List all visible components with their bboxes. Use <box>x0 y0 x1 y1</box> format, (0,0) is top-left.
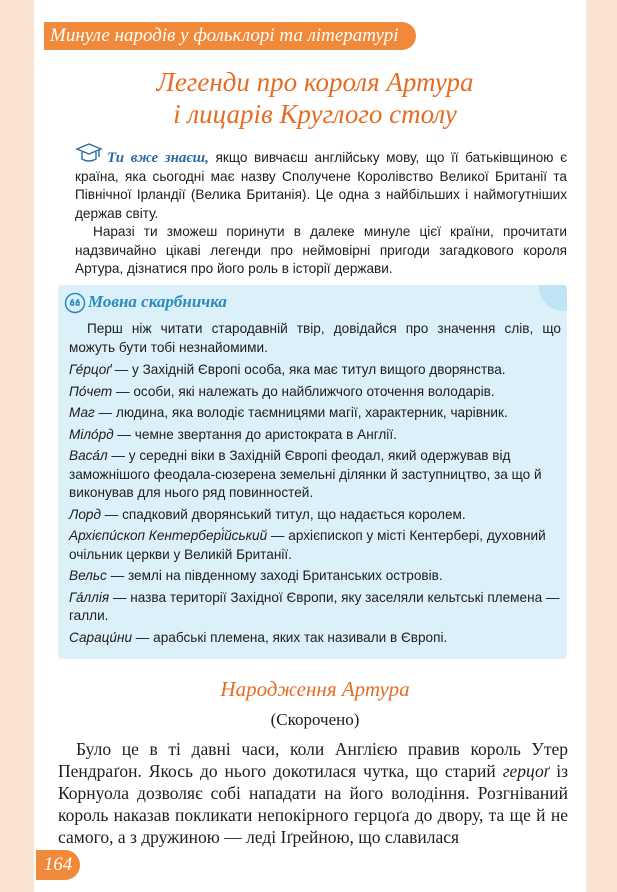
vocabulary-term: Васа́л <box>69 448 108 463</box>
intro-text <box>75 149 567 279</box>
story-paragraph <box>58 738 568 848</box>
vocabulary-term: Вельс <box>69 568 107 583</box>
vocabulary-definition: — у середні віки в Західній Європі феодал, який одержував від заможнішого феодала-сюзерена земельні ділянки й заступництво, за що й виконував для нього ряд повинностей. <box>69 448 542 500</box>
vocabulary-entry <box>69 527 561 564</box>
vocabulary-definition: — арабські племена, яких так називали в Європі. <box>132 629 448 645</box>
vocabulary-title: Мовна скарбничка <box>88 292 227 311</box>
vocabulary-entry <box>69 447 561 503</box>
vocabulary-term: Га́ллія <box>69 589 110 605</box>
vocabulary-definition: — спадковий дворянський титул, що надається королем. <box>100 506 466 522</box>
vocabulary-term: Ге́рцоґ <box>69 362 111 377</box>
story-title: Народження Артура <box>220 677 410 701</box>
vocabulary-definition: — людина, яка володіє таємницями магії, характерник, чарівник. <box>94 405 508 420</box>
vocabulary-term: По́чет <box>69 383 113 399</box>
title-line-2: і лицарів Круглого столу <box>173 99 457 129</box>
vocabulary-term: Маг <box>69 405 95 420</box>
intro-paragraph-1-text: якщо вивчаєш англійську мову, що її батьківщиною є країна, яка сьогодні має назву Сполучене Королівство Великої Британії та Північної Ірландії (Велика Британія). Це одна з найбільших і наймогутніших держав світу. <box>75 150 567 221</box>
vocabulary-entry <box>69 589 561 626</box>
intro-paragraph-1 <box>75 149 567 223</box>
vocabulary-term: Архієпи́скоп Кентербері́йський <box>69 528 268 543</box>
intro-paragraph-2: Наразі ти зможеш поринути в далеке минуле цієї країни, прочитати надзвичайно цікаві легенди про неймовірні пригоди загадкового короля Артура, дізнатися про його роль в історії держави. <box>75 224 567 276</box>
vocabulary-entry <box>69 404 561 423</box>
vocabulary-definition: — землі на південному заході Британських островів. <box>106 568 443 583</box>
quote-icon <box>64 291 86 315</box>
you-know-label: Ти вже знаєш, <box>107 150 209 166</box>
vocabulary-box-corner <box>539 285 567 311</box>
abridged-note: (Скорочено) <box>270 710 360 729</box>
vocabulary-definition: — у Західній Європі особа, яка має титул вищого дворянства. <box>110 362 506 377</box>
page-title <box>60 66 570 130</box>
vocabulary-body <box>69 320 561 650</box>
chapter-header: Минуле народів у фольклорі та літературі <box>44 22 416 50</box>
vocabulary-entry <box>69 383 561 402</box>
vocabulary-lead: Перш ніж читати стародавній твір, довідайся про значення слів, що можуть бути тобі незнайомими. <box>69 321 561 355</box>
vocabulary-term: Міло́рд <box>69 426 114 442</box>
vocabulary-definition: — архієпископ у місті Кентербері, духовний очільник церкви у Великій Британії. <box>69 528 546 562</box>
story-term-duke: герцоґ <box>502 761 550 781</box>
vocabulary-entry <box>69 361 561 380</box>
story-text-part-2: із Корнуола дозволяє собі нападати на його володіння. Розгніваний король наказав покликати непокірного герцоґа до двору, та ще й не самого, а з дружиною — леді Іґрейною, що славилася <box>58 761 568 847</box>
vocabulary-entry <box>69 426 561 445</box>
vocabulary-term: Сараци́ни <box>69 629 133 645</box>
story-text <box>58 738 568 848</box>
vocabulary-entry <box>69 506 561 525</box>
vocabulary-definition: — особи, які належать до найближчого оточення володарів. <box>112 383 495 399</box>
vocabulary-definition: — назва території Західної Європи, яку заселяли кельтські племена — галли. <box>69 589 560 623</box>
vocabulary-entry <box>69 567 561 586</box>
vocabulary-box <box>58 285 567 659</box>
page-number: 164 <box>36 850 80 880</box>
story-text-part-1: Було це в ті давні часи, коли Англією правив король Утер Пендраґон. Якось до нього докотилася чутка, що старий <box>58 739 568 781</box>
vocabulary-definition: — чемне звертання до аристократа в Англії. <box>113 426 397 442</box>
vocabulary-entry <box>69 629 561 648</box>
title-line-1: Легенди про короля Артура <box>156 67 474 97</box>
vocabulary-term: Лорд <box>69 506 101 522</box>
